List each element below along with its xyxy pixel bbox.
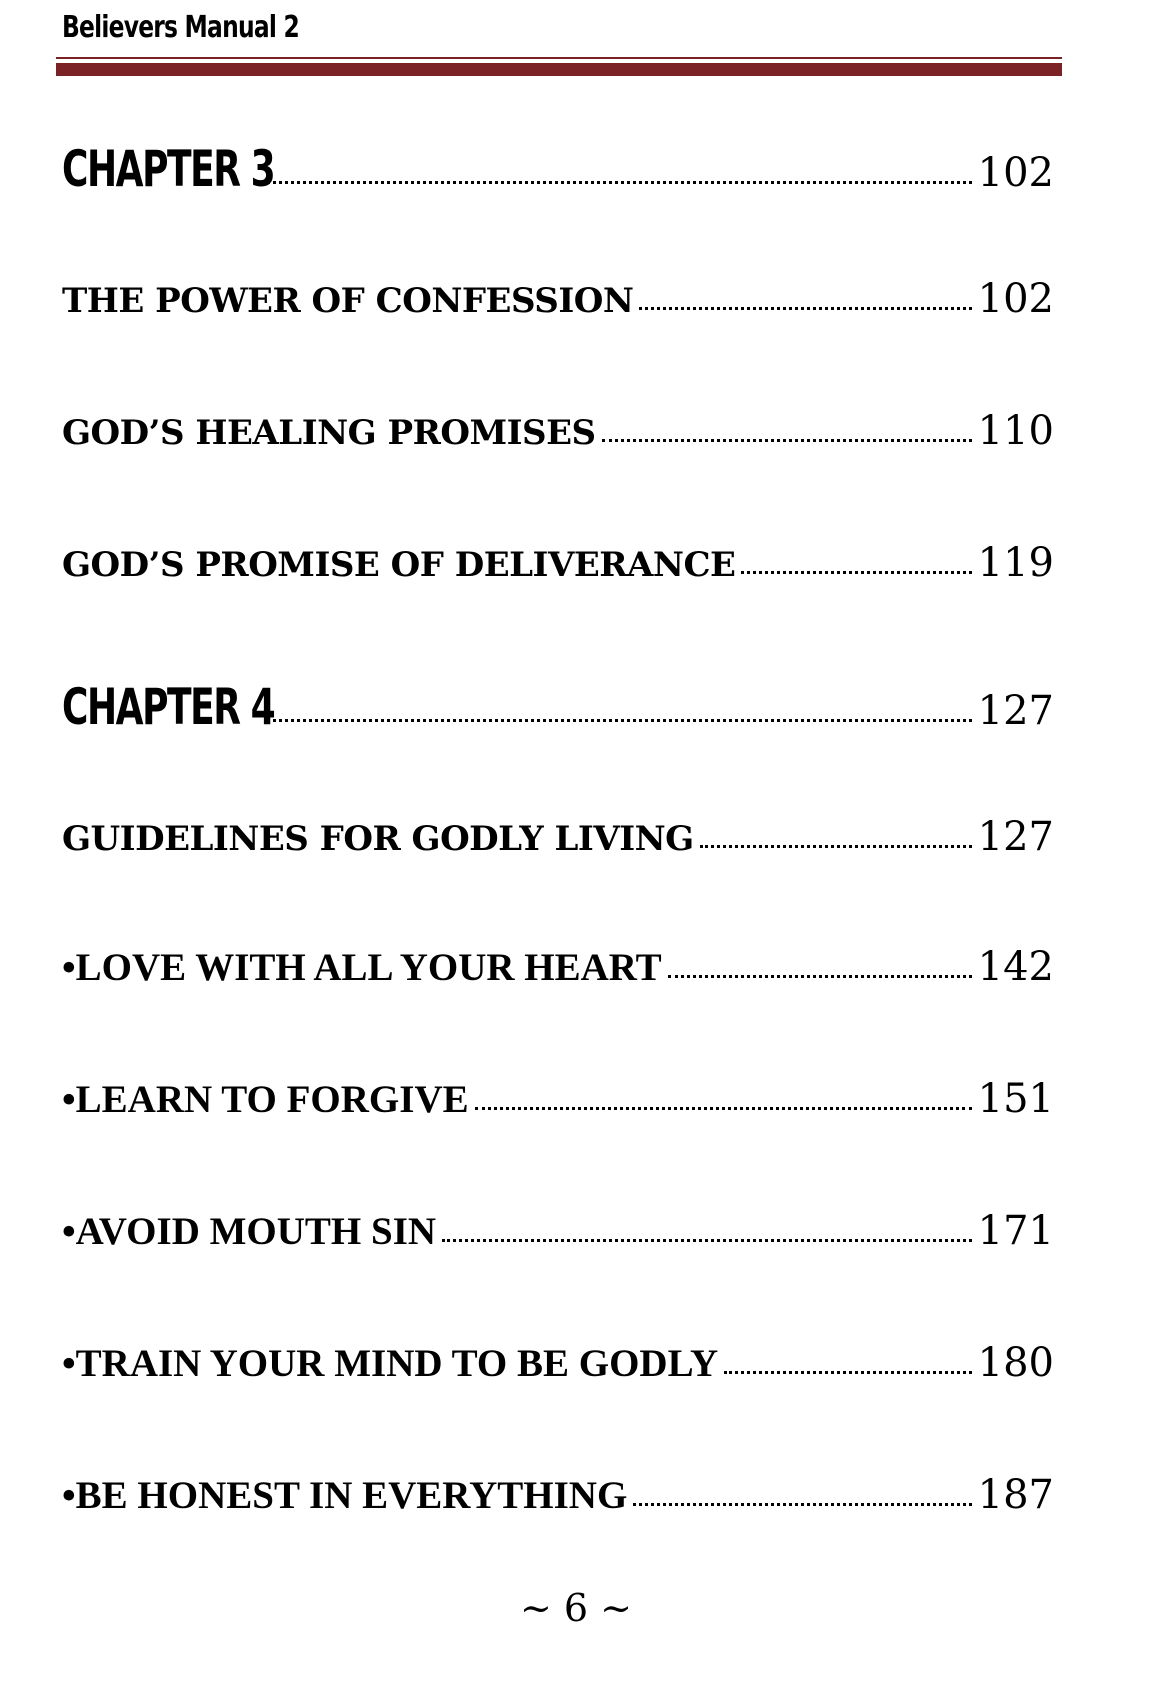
toc-entry-title: CHAPTER 3 — [62, 140, 275, 198]
toc-entry-page: 102 — [977, 276, 1054, 322]
dot-leader — [475, 1107, 972, 1110]
toc-entry-title: •LEARN TO FORGIVE — [62, 1078, 469, 1121]
toc-entry-power-of-confession[interactable] — [62, 276, 1054, 322]
dot-leader — [741, 571, 971, 574]
toc-entry-title: GOD’S PROMISE OF DELIVERANCE — [62, 545, 736, 585]
dot-leader — [668, 975, 972, 978]
toc-entry-page: 151 — [977, 1076, 1054, 1122]
dot-leader — [267, 181, 972, 184]
toc-entry-learn-to-forgive[interactable] — [62, 1076, 1054, 1122]
toc-entry-title: THE POWER OF CONFESSION — [62, 281, 634, 321]
toc-entry-chapter-4[interactable] — [62, 678, 1054, 736]
toc-entry-guidelines-godly-living[interactable] — [62, 814, 1054, 860]
dot-leader — [442, 1239, 972, 1242]
toc-entry-title: GOD’S HEALING PROMISES — [62, 413, 596, 453]
toc-entry-title: •BE HONEST IN EVERYTHING — [62, 1474, 628, 1517]
dot-leader — [633, 1503, 971, 1506]
toc-entry-avoid-mouth-sin[interactable] — [62, 1208, 1054, 1254]
header-rule-thick — [56, 63, 1062, 76]
toc-entry-promise-of-deliverance[interactable] — [62, 540, 1054, 586]
toc-entry-title: GUIDELINES FOR GODLY LIVING — [62, 819, 694, 859]
running-header-title: Believers Manual 2 — [62, 10, 299, 45]
toc-entry-be-honest[interactable] — [62, 1472, 1054, 1518]
toc-entry-page: 171 — [977, 1208, 1054, 1254]
toc-entry-page: 127 — [977, 814, 1054, 860]
toc-entry-page: 142 — [977, 944, 1054, 990]
dot-leader — [700, 845, 972, 848]
toc-entry-page: 110 — [977, 408, 1054, 454]
dot-leader — [639, 307, 971, 310]
toc-entry-chapter-3[interactable] — [62, 140, 1054, 198]
toc-entry-train-your-mind[interactable] — [62, 1340, 1054, 1386]
toc-entry-healing-promises[interactable] — [62, 408, 1054, 454]
dot-leader — [724, 1371, 971, 1374]
toc-entry-love-with-all-your-heart[interactable] — [62, 944, 1054, 990]
dot-leader — [602, 439, 972, 442]
toc-entry-title: •AVOID MOUTH SIN — [62, 1210, 437, 1253]
toc-entry-title: •TRAIN YOUR MIND TO BE GODLY — [62, 1342, 719, 1385]
toc-entry-title: •LOVE WITH ALL YOUR HEART — [62, 946, 662, 989]
page-number-footer: ~ 6 ~ — [519, 1586, 632, 1630]
toc-entry-title: CHAPTER 4 — [62, 678, 275, 736]
header-rule-thin — [56, 57, 1062, 59]
toc-entry-page: 119 — [977, 540, 1054, 586]
toc-entry-page: 187 — [977, 1472, 1054, 1518]
toc-entry-page: 102 — [977, 150, 1054, 196]
toc-entry-page: 180 — [977, 1340, 1054, 1386]
toc-entry-page: 127 — [977, 688, 1054, 734]
dot-leader — [267, 719, 972, 722]
